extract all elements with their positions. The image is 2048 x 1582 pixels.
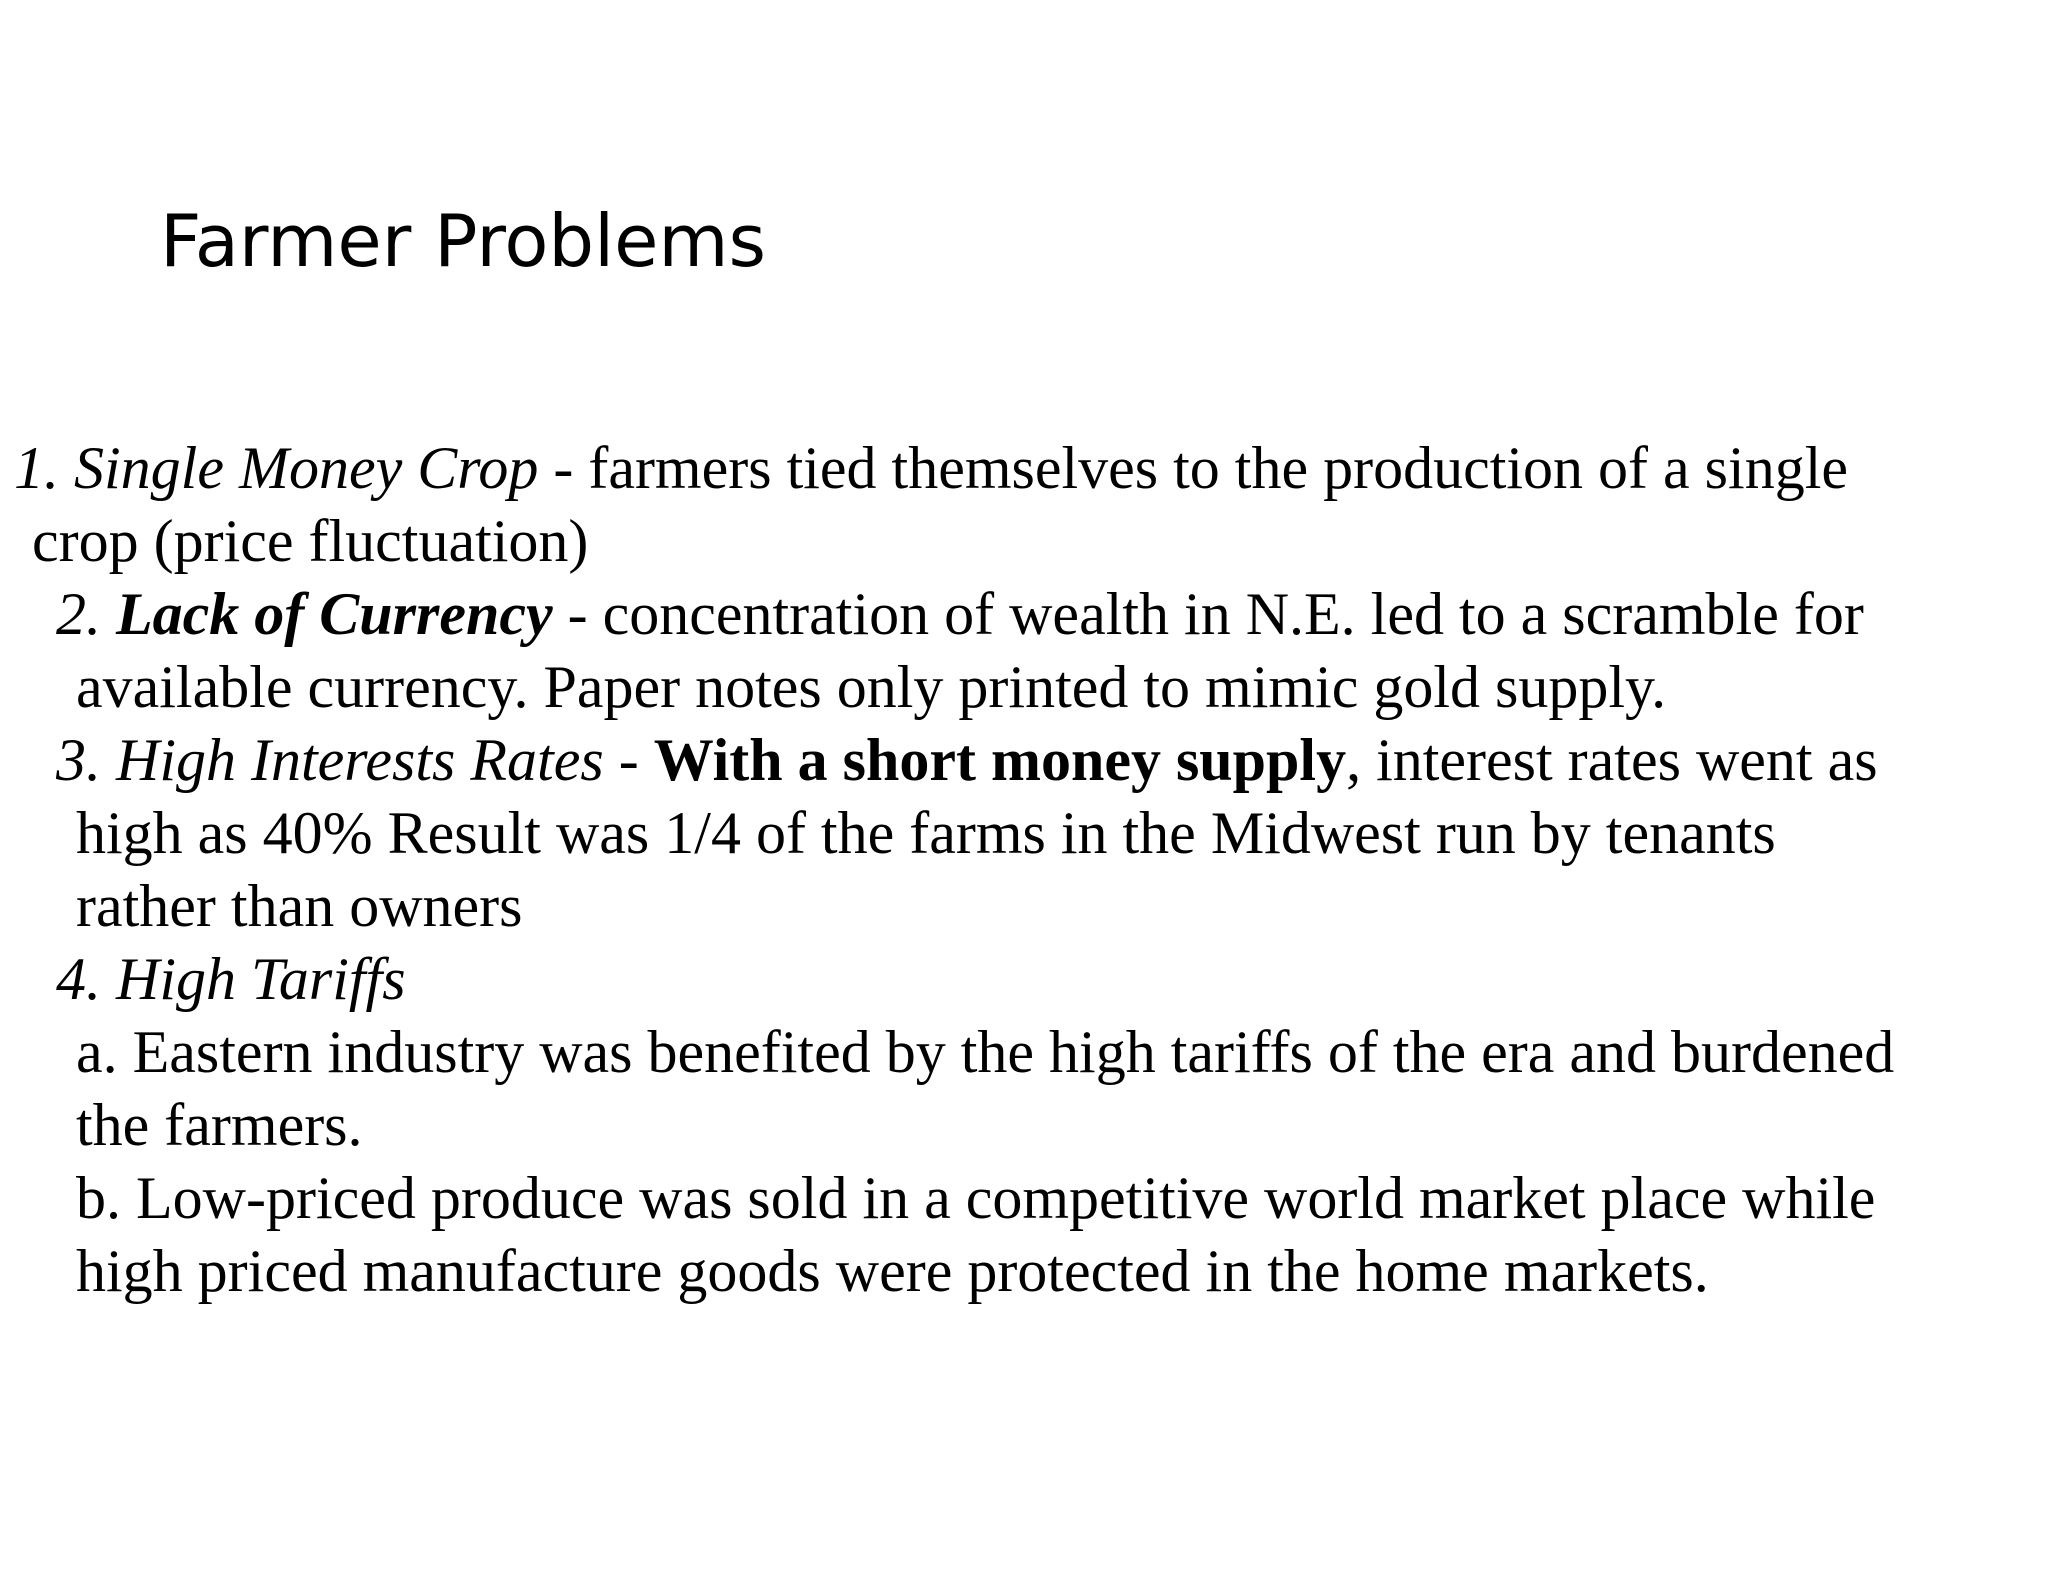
item-3-number: 3. <box>56 727 101 793</box>
item-4-heading: High Tariffs <box>116 946 406 1012</box>
item-2-number: 2. <box>56 581 101 647</box>
item-4-sub-a-line-1: a. Eastern industry was benefited by the high tariffs of the era and burdened <box>76 1019 1895 1085</box>
item-4-sub-b-line-1: b. Low-priced produce was sold in a competitive world market place while <box>76 1165 1876 1231</box>
item-4-sub-b-line-2: high priced manufacture goods were protected in the home markets. <box>76 1238 1709 1304</box>
item-3-text: , interest rates went as <box>1346 727 1878 793</box>
slide-title: Farmer Problems <box>160 199 767 283</box>
item-3-line-3: rather than owners <box>76 873 523 939</box>
item-4-line-1 <box>56 946 406 1012</box>
item-2-text: concentration of wealth in N.E. led to a scramble for <box>602 581 1864 647</box>
item-1-separator: - <box>538 435 589 501</box>
item-1-text: farmers tied themselves to the production of a single <box>588 435 1848 501</box>
item-2-line-1 <box>56 581 1864 647</box>
item-3-separator: - <box>603 727 654 793</box>
item-2-separator: - <box>552 581 603 647</box>
item-3-emphasis: With a short money supply <box>653 727 1347 793</box>
item-4-number: 4. <box>56 946 101 1012</box>
item-2-line-2: available currency. Paper notes only printed to mimic gold supply. <box>76 654 1667 720</box>
item-4-sub-a-line-2: the farmers. <box>76 1092 363 1158</box>
item-1-line-1 <box>14 435 1848 501</box>
item-1-heading: Single Money Crop <box>74 435 539 501</box>
item-2-heading: Lack of Currency <box>116 581 553 647</box>
item-3-line-2: high as 40% Result was 1/4 of the farms in the Midwest run by tenants <box>76 800 1776 866</box>
item-1-line-2: crop (price fluctuation) <box>32 508 589 574</box>
item-1-number: 1. <box>14 435 59 501</box>
item-3-heading: High Interests Rates <box>116 727 604 793</box>
item-3-line-1 <box>56 727 1878 793</box>
